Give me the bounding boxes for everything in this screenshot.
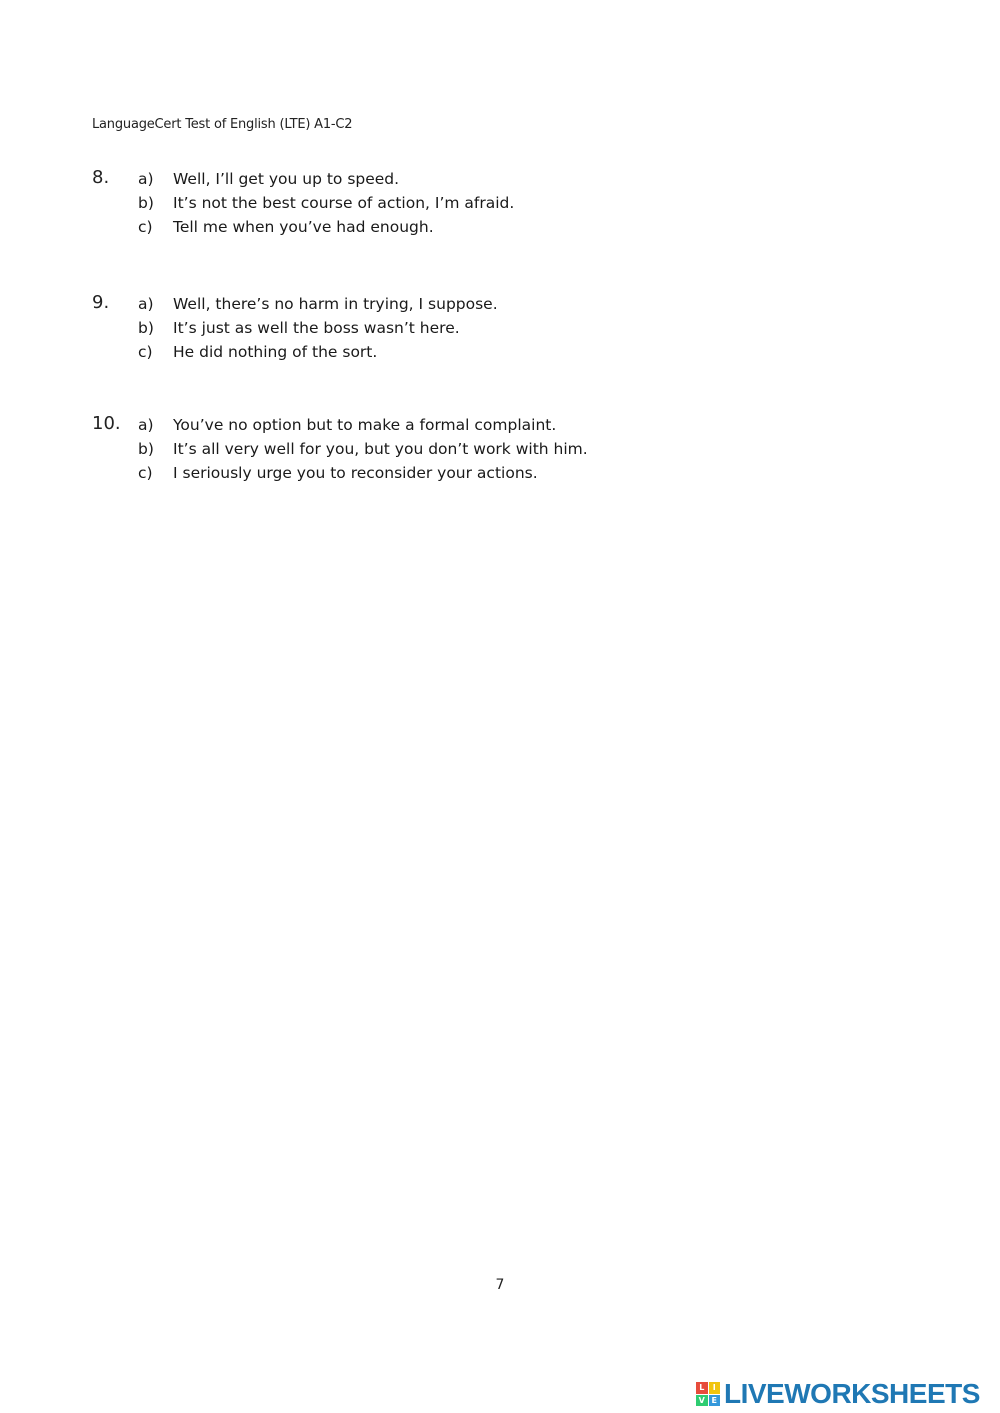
document-header: LanguageCert Test of English (LTE) A1-C2 xyxy=(92,117,353,132)
option-text: It’s all very well for you, but you don’t work with him. xyxy=(173,440,588,458)
option-text: It’s not the best course of action, I’m afraid. xyxy=(173,194,515,212)
option-text: You’ve no option but to make a formal complaint. xyxy=(173,416,557,434)
option-letter: a) xyxy=(138,295,154,313)
logo-tile: I xyxy=(709,1382,721,1394)
option-text: Well, I’ll get you up to speed. xyxy=(173,170,400,188)
option-letter: c) xyxy=(138,218,153,236)
logo-tile: L xyxy=(696,1382,708,1394)
option-text: It’s just as well the boss wasn’t here. xyxy=(173,319,460,337)
option-text: Tell me when you’ve had enough. xyxy=(173,218,434,236)
option-text: He did nothing of the sort. xyxy=(173,343,378,361)
option-letter: a) xyxy=(138,416,154,434)
option-text: I seriously urge you to reconsider your actions. xyxy=(173,464,538,482)
page-number: 7 xyxy=(495,1277,505,1293)
option-letter: b) xyxy=(138,319,154,337)
question-number: 8. xyxy=(92,167,110,188)
logo-tile: E xyxy=(709,1395,721,1407)
liveworksheets-logo-icon xyxy=(696,1382,720,1406)
option-letter: c) xyxy=(138,343,153,361)
option-letter: a) xyxy=(138,170,154,188)
question-number: 9. xyxy=(92,292,110,313)
question-number: 10. xyxy=(92,413,121,434)
liveworksheets-watermark xyxy=(696,1379,980,1409)
option-text: Well, there’s no harm in trying, I suppose. xyxy=(173,295,498,313)
option-letter: b) xyxy=(138,194,154,212)
logo-tile: V xyxy=(696,1395,708,1407)
watermark-text: LIVEWORKSHEETS xyxy=(724,1378,980,1409)
option-letter: b) xyxy=(138,440,154,458)
option-letter: c) xyxy=(138,464,153,482)
